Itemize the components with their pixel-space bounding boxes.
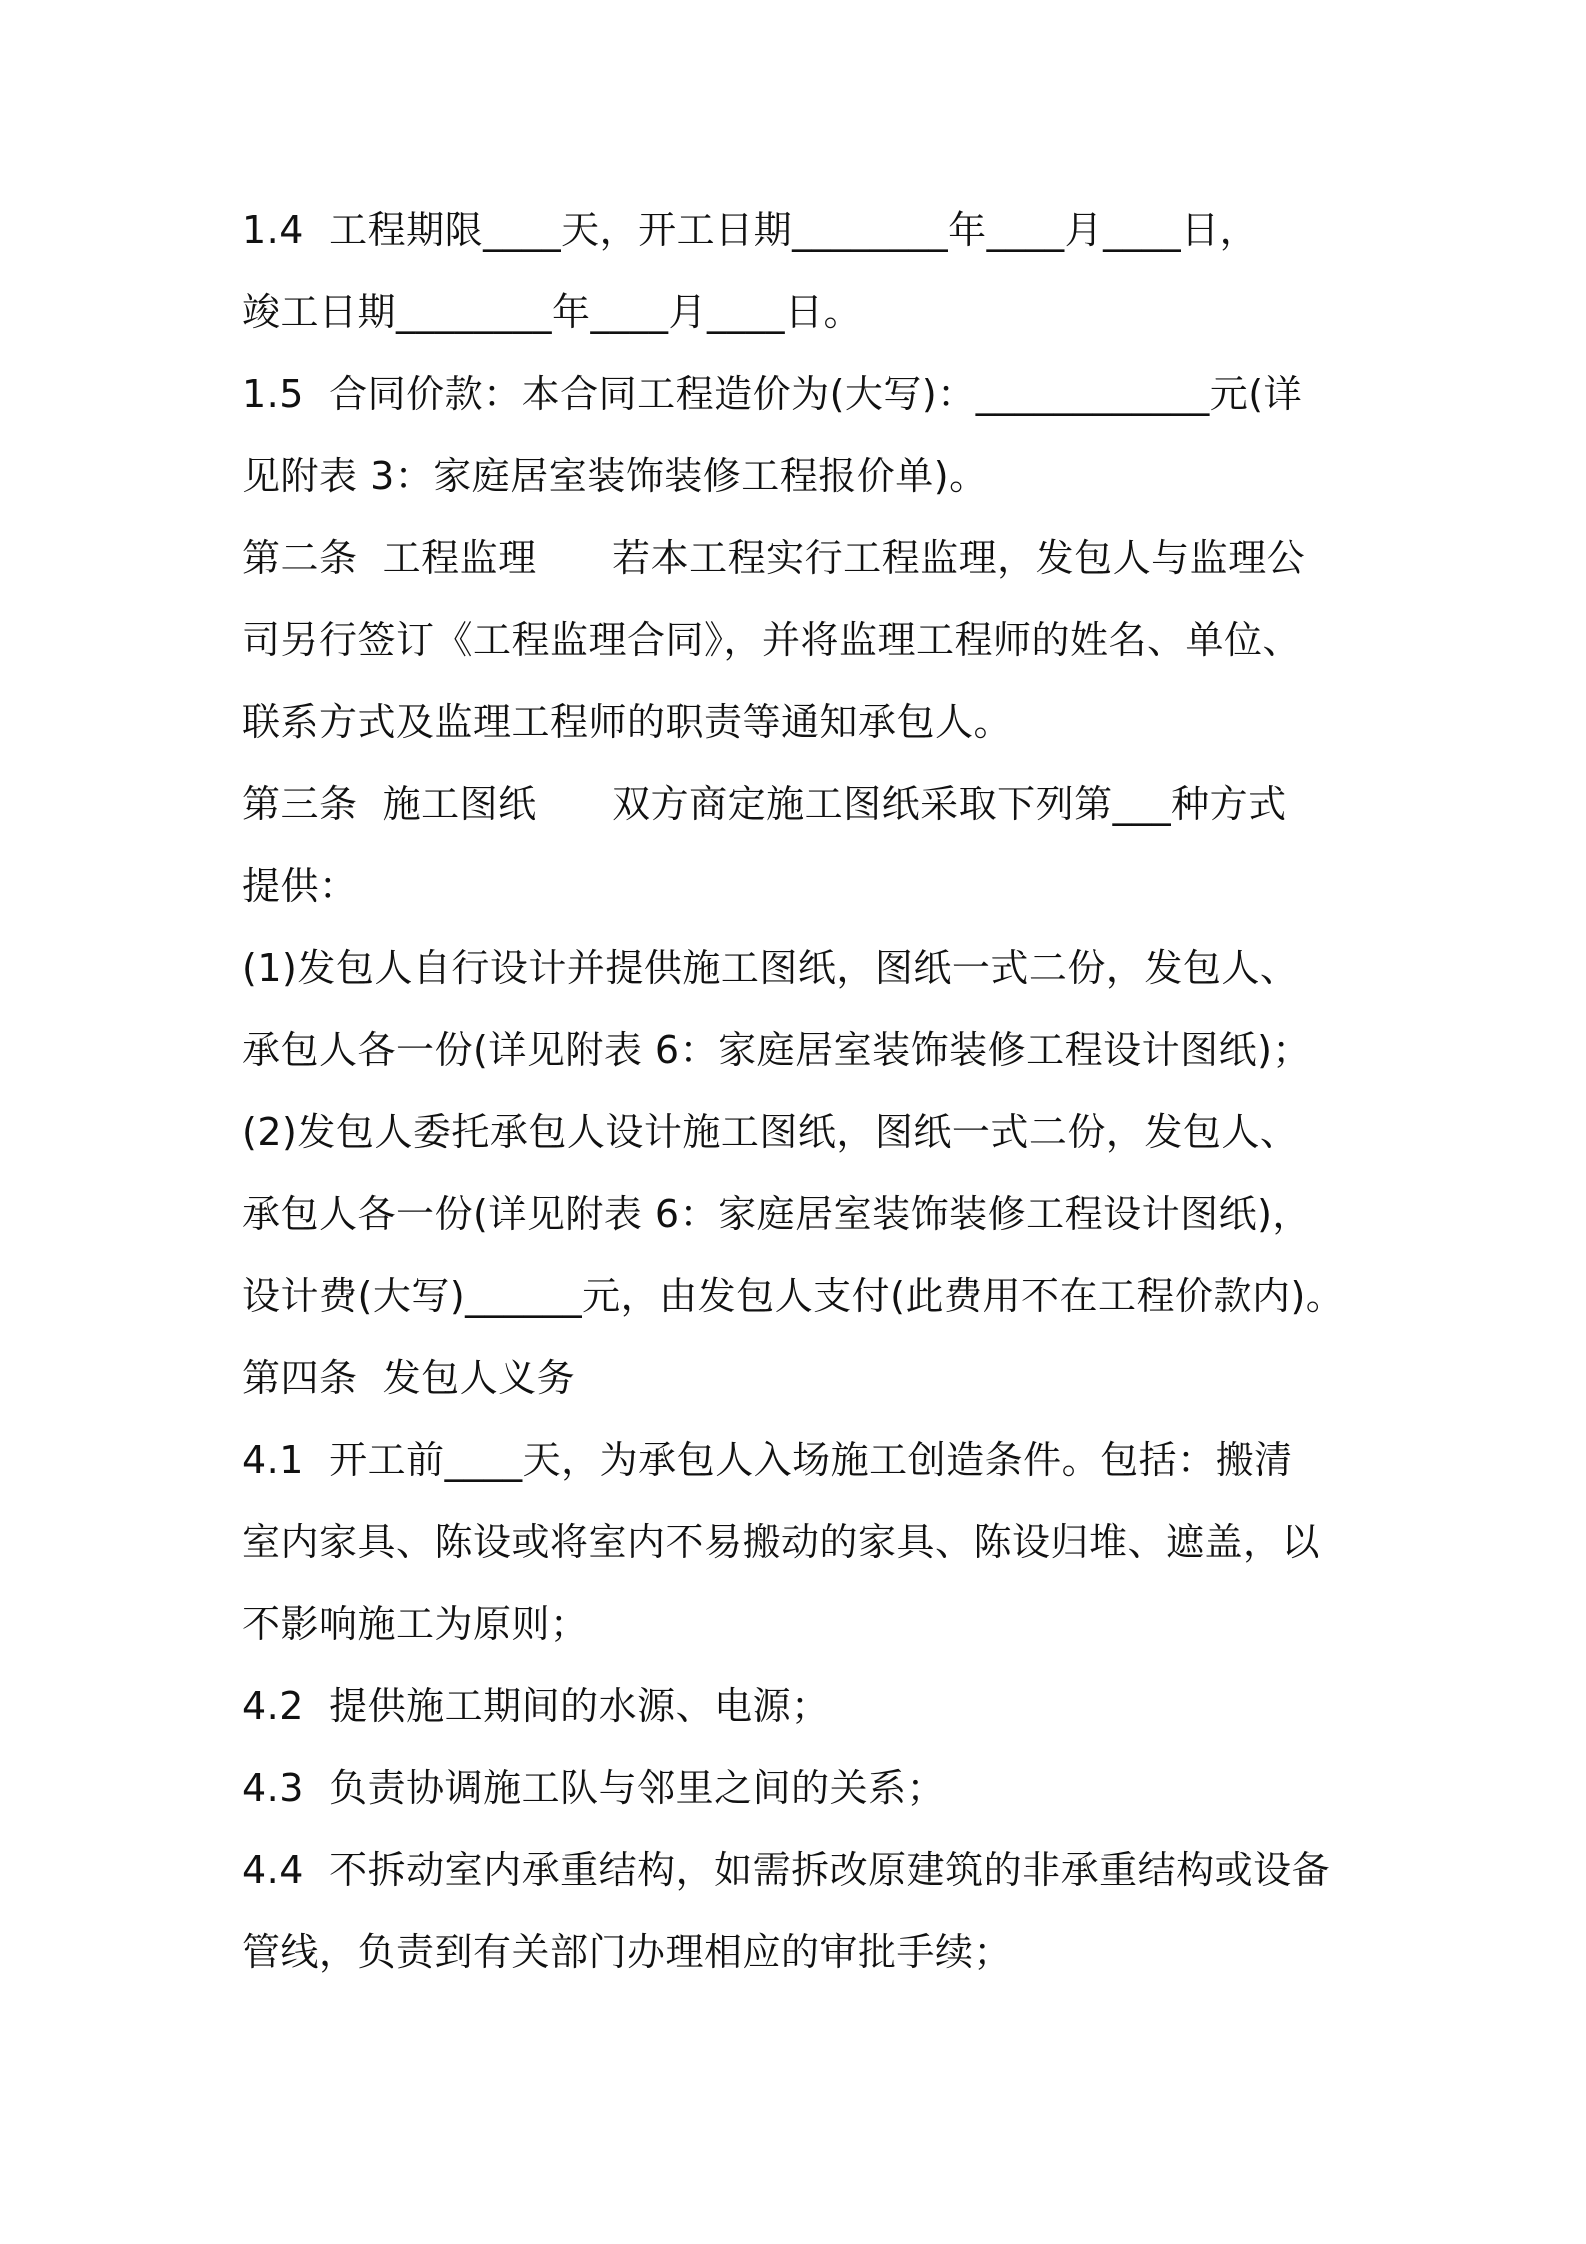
text-line: (1)发包人自行设计并提供施工图纸，图纸一式二份，发包人、 [242, 946, 1299, 990]
text-line: 室内家具、陈设或将室内不易搬动的家具、陈设归堆、遮盖，以 [242, 1520, 1321, 1564]
text-line: 联系方式及监理工程师的职责等通知承包人。 [242, 700, 1013, 744]
text-line: 4.1 开工前____天，为承包人入场施工创造条件。包括：搬清 [242, 1438, 1293, 1482]
text-line: 承包人各一份(详见附表 6：家庭居室装饰装修工程设计图纸)， [242, 1192, 1311, 1236]
text-line: 承包人各一份(详见附表 6：家庭居室装饰装修工程设计图纸)； [242, 1028, 1311, 1072]
text-line: 竣工日期________年____月____日。 [242, 290, 863, 334]
text-line: 提供： [242, 864, 358, 908]
text-line: 见附表 3：家庭居室装饰装修工程报价单)。 [242, 454, 988, 498]
text-line: 设计费(大写)______元，由发包人支付(此费用不在工程价款内)。 [242, 1274, 1345, 1318]
text-line: 1.5 合同价款：本合同工程造价为(大写)：____________元(详 [242, 372, 1303, 416]
text-line: 管线，负责到有关部门办理相应的审批手续； [242, 1930, 1013, 1974]
text-line: 司另行签订《工程监理合同》，并将监理工程师的姓名、单位、 [242, 618, 1302, 662]
text-line: 4.4 不拆动室内承重结构，如需拆改原建筑的非承重结构或设备 [242, 1848, 1331, 1892]
text-line: 第四条 发包人义务 [242, 1356, 576, 1400]
text-line: (2)发包人委托承包人设计施工图纸，图纸一式二份，发包人、 [242, 1110, 1299, 1154]
text-line: 第二条 工程监理 若本工程实行工程监理，发包人与监理公 [242, 536, 1306, 580]
text-line: 4.2 提供施工期间的水源、电源； [242, 1684, 830, 1728]
text-line: 4.3 负责协调施工队与邻里之间的关系； [242, 1766, 946, 1810]
text-line: 第三条 施工图纸 双方商定施工图纸采取下列第___种方式 [242, 782, 1287, 826]
text-line: 1.4 工程期限____天，开工日期________年____月____日， [242, 208, 1259, 252]
text-line: 不影响施工为原则； [242, 1602, 589, 1646]
